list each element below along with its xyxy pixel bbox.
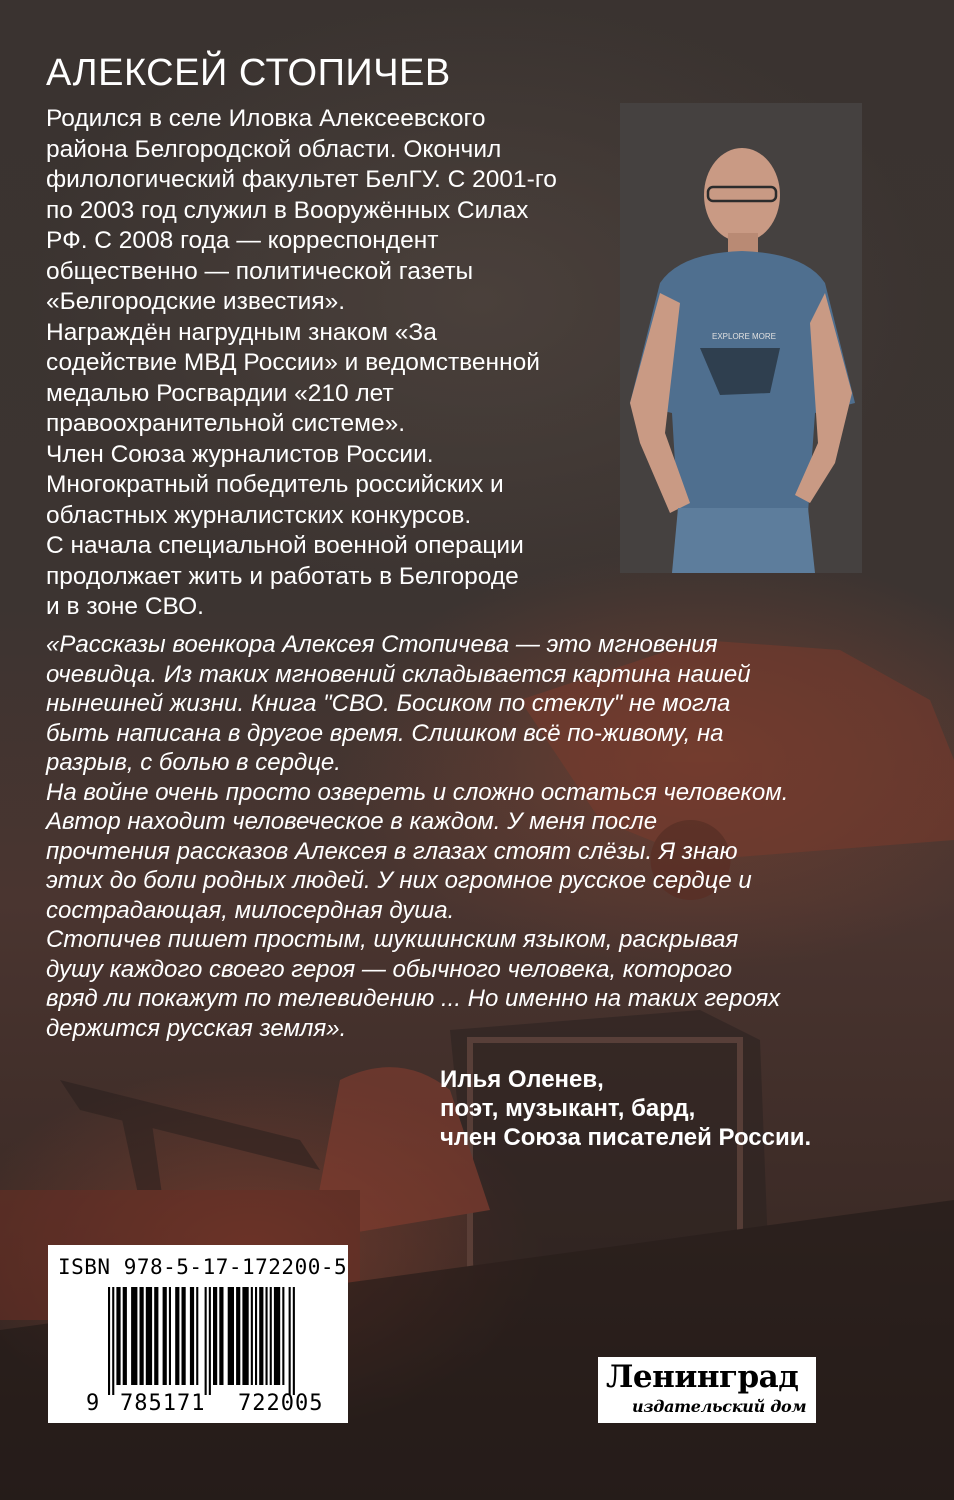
barcode-bar — [190, 1287, 194, 1385]
barcode-bar — [219, 1287, 223, 1385]
author-bio: Родился в селе Иловка Алексеевского района Белгородской области. Окончил филологический факультет БелГУ. С 2001-го по 2003 год служил в Вооружённых Силах РФ. С 2008 года — корреспондент общественно — политической газеты «Белгородские известия». Награждён нагрудным знаком «За содействие МВД России» и ведомственной медалью Росгвардии «210 лет правоохранительной системе». Член Союза журналистов России. Многократный победитель российских и областных журналистских конкурсов. С начала специальной военной операции продолжает жить и работать в Белгороде и в зоне СВО. — [46, 105, 557, 620]
portrait-jeans — [672, 508, 815, 573]
review-attribution: Илья Оленев, поэт, музыкант, бард, член Союза писателей России. — [440, 1066, 812, 1151]
barcode-bar — [274, 1287, 280, 1385]
barcode-bar — [236, 1287, 240, 1385]
barcode-bar — [146, 1287, 152, 1385]
barcode-bar — [282, 1287, 284, 1385]
barcode-bar — [182, 1287, 186, 1385]
barcode-bar — [116, 1287, 120, 1385]
barcode-guard-bar — [209, 1287, 211, 1395]
barcode-guard-bar — [205, 1287, 207, 1395]
ean-right-digits: 722005 — [238, 1391, 324, 1416]
barcode-guard-bar — [289, 1287, 291, 1395]
ean-left-digits: 785171 — [120, 1391, 206, 1416]
isbn-text: ISBN 978-5-17-172200-5 — [58, 1255, 348, 1279]
barcode-bar — [175, 1287, 179, 1385]
review-quote: «Рассказы военкора Алексея Стопичева — это мгновения очевидца. Из таких мгновений складывается картина нашей нынешней жизни. Книга "СВО. Босиком по стеклу" не могла быть написана в другое время. Слишком всё по-живому, на разрыв, с болью в сердце. На войне очень просто озвереть и сложно остаться человеком. Автор находит человеческое в каждом. У меня после прочтения рассказов Алексея в глазах стоят слёзы. Я знаю этих до боли родных людей. У них огромное русское сердце и сострадающая, милосердная душа. Стопичев пишет простым, шукшинским языком, раскрывая душу каждого своего героя — обычного человека, которого вряд ли покажут по телевидению ... Но именно на таких героях держится русская земля». — [46, 631, 789, 1042]
barcode-bars — [108, 1287, 338, 1395]
portrait-head — [704, 148, 780, 242]
publisher-logo — [598, 1357, 816, 1423]
publisher-subtitle: издательский дом — [632, 1397, 807, 1416]
barcode-bar — [140, 1287, 144, 1385]
barcode-bar — [163, 1287, 167, 1385]
bg-machine-gun — [60, 1080, 320, 1170]
barcode-bar — [228, 1287, 234, 1385]
barcode-bar — [131, 1287, 137, 1385]
ean-first-digit: 9 — [86, 1391, 100, 1416]
author-portrait-illustration — [620, 103, 862, 573]
barcode-bar — [255, 1287, 257, 1385]
portrait-shirt-text: EXPLORE MORE — [712, 332, 777, 341]
barcode-bar — [123, 1287, 127, 1385]
barcode-guard-bar — [112, 1287, 114, 1395]
barcode-bar — [259, 1287, 263, 1385]
barcode-bar — [154, 1287, 158, 1385]
publisher-name: Ленинград — [606, 1359, 799, 1395]
barcode-bar — [213, 1287, 217, 1385]
barcode-bar — [196, 1287, 198, 1385]
barcode-bar — [266, 1287, 268, 1385]
barcode-guard-bar — [293, 1287, 295, 1395]
barcode-guard-bar — [108, 1287, 110, 1395]
barcode-bar — [251, 1287, 253, 1385]
author-photo — [620, 103, 862, 573]
barcode-bar — [169, 1287, 171, 1385]
author-name: АЛЕКСЕЙ СТОПИЧЕВ — [46, 52, 451, 94]
barcode-bar — [242, 1287, 248, 1385]
barcode-bar — [270, 1287, 272, 1385]
isbn-barcode-block — [48, 1245, 348, 1423]
